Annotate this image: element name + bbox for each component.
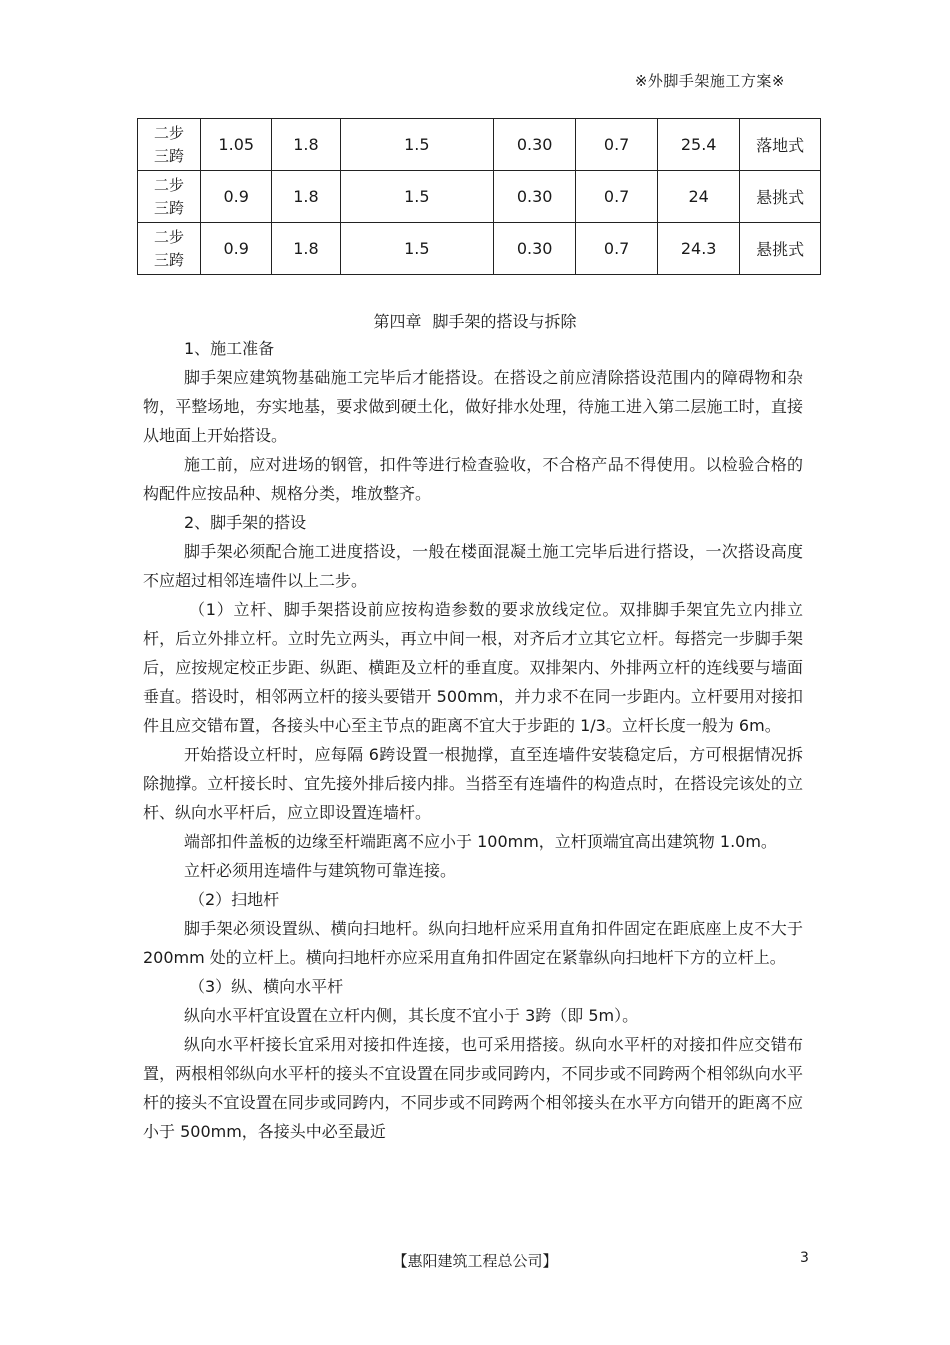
scaffold-parameter-table (137, 118, 821, 275)
paragraph: 1、施工准备 (184, 339, 275, 358)
table-cell: 二步 三跨 (138, 119, 201, 171)
table-cell: 24 (658, 171, 740, 223)
table-cell: 0.30 (494, 223, 576, 275)
table-cell: 二步 三跨 (138, 223, 201, 275)
table-cell: 1.5 (340, 223, 494, 275)
body-text (143, 334, 803, 1146)
table-cell: 1.8 (272, 223, 340, 275)
paragraph: 纵向水平杆接长宜采用对接扣件连接，也可采用搭接。纵向水平杆的对接扣件应交错布置，两根相邻纵向水平杆的接头不宜设置在同步或同跨内，不同步或不同跨两个相邻纵向水平杆的接头不宜设置在同步或同跨内，不同步或不同跨两个相邻接头在水平方向错开的距离不应小于 500mm，各接头中必至最近 (143, 1035, 803, 1141)
table-cell: 0.7 (576, 171, 658, 223)
table-cell: 0.7 (576, 223, 658, 275)
table-cell: 1.5 (340, 171, 494, 223)
table-cell: 0.30 (494, 119, 576, 171)
table-cell: 1.5 (340, 119, 494, 171)
paragraph: 施工前，应对进场的钢管，扣件等进行检查验收，不合格产品不得使用。以检验合格的构配件应按品种、规格分类，堆放整齐。 (143, 455, 803, 503)
paragraph: 纵向水平杆宜设置在立杆内侧，其长度不宜小于 3跨（即 5m）。 (184, 1006, 639, 1025)
table-row (138, 119, 821, 171)
table-cell: 悬挑式 (740, 223, 821, 275)
table-cell: 25.4 (658, 119, 740, 171)
table-cell: 1.8 (272, 119, 340, 171)
page-number: 3 (800, 1250, 809, 1266)
paragraph: 脚手架必须配合施工进度搭设，一般在楼面混凝土施工完毕后进行搭设，一次搭设高度不应超过相邻连墙件以上二步。 (143, 542, 803, 590)
table-cell: 1.8 (272, 171, 340, 223)
paragraph: （1）立杆、脚手架搭设前应按构造参数的要求放线定位。双排脚手架宜先立内排立杆，后立外排立杆。立时先立两头，再立中间一根，对齐后才立其它立杆。每搭完一步脚手架后，应按规定校正步距、纵距、横距及立杆的垂直度。双排架内、外排两立杆的连线要与墙面垂直。搭设时，相邻两立杆的接头要错开 500mm，并力求不在同一步距内。立杆要用对接扣件且应交错布置，各接头中心至主节点的距离不宜大于步距的 1/3。立杆长度一般为 6m。 (143, 600, 803, 735)
table-cell: 0.9 (201, 171, 272, 223)
chapter-title: 第四章 脚手架的搭设与拆除 (373, 312, 577, 331)
table-cell: 0.30 (494, 171, 576, 223)
table-cell: 0.9 (201, 223, 272, 275)
table-cell: 0.7 (576, 119, 658, 171)
document-header-title: ※外脚手架施工方案※ (634, 72, 785, 90)
paragraph: 端部扣件盖板的边缘至杆端距离不应小于 100mm，立杆顶端宜高出建筑物 1.0m。 (184, 832, 777, 851)
paragraph: （3）纵、横向水平杆 (189, 977, 344, 996)
paragraph: 2、脚手架的搭设 (184, 513, 307, 532)
paragraph: 开始搭设立杆时，应每隔 6跨设置一根抛撑，直至连墙件安装稳定后，方可根据情况拆除抛撑。立杆接长时、宜先接外排后接内排。当搭至有连墙件的构造点时，在搭设完该处的立杆、纵向水平杆后，应立即设置连墙杆。 (143, 745, 803, 822)
table-cell: 落地式 (740, 119, 821, 171)
paragraph: 立杆必须用连墙件与建筑物可靠连接。 (184, 861, 457, 880)
table-cell: 悬挑式 (740, 171, 821, 223)
footer-company: 【惠阳建筑工程总公司】 (392, 1252, 558, 1270)
table-cell: 24.3 (658, 223, 740, 275)
table-row (138, 223, 821, 275)
paragraph: 脚手架应建筑物基础施工完毕后才能搭设。在搭设之前应清除搭设范围内的障碍物和杂物，平整场地，夯实地基，要求做到硬土化，做好排水处理，待施工进入第二层施工时，直接从地面上开始搭设。 (143, 368, 803, 445)
paragraph: 脚手架必须设置纵、横向扫地杆。纵向扫地杆应采用直角扣件固定在距底座上皮不大于 200mm 处的立杆上。横向扫地杆亦应采用直角扣件固定在紧靠纵向扫地杆下方的立杆上。 (143, 919, 803, 967)
table-cell: 1.05 (201, 119, 272, 171)
table-cell: 二步 三跨 (138, 171, 201, 223)
table-row (138, 171, 821, 223)
paragraph: （2）扫地杆 (189, 890, 280, 909)
